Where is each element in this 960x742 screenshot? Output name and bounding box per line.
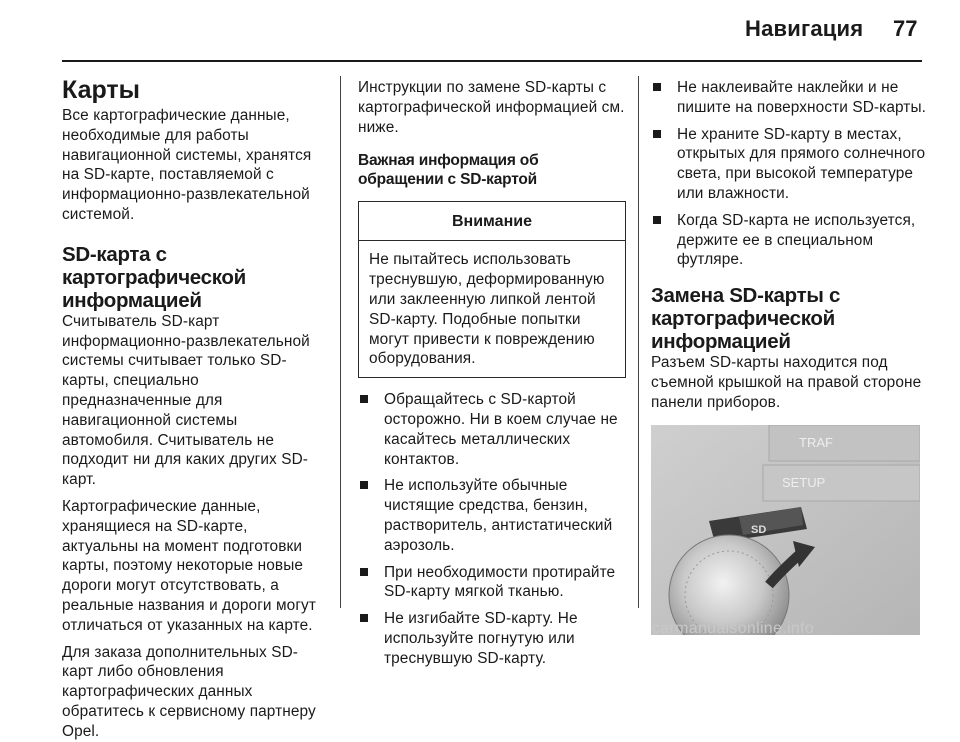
column-right xyxy=(651,78,926,635)
caution-box xyxy=(358,201,626,378)
bullet-icon xyxy=(653,83,661,91)
column-divider xyxy=(638,76,639,608)
paragraph: Для заказа дополнительных SD-карт либо обновления картографических данных обратитесь к сервисному партнеру Opel. xyxy=(62,643,316,740)
handling-list-continued xyxy=(651,78,926,270)
watermark: carmanualsonline.info xyxy=(652,620,814,637)
bullet-icon xyxy=(360,395,368,403)
column-divider xyxy=(340,76,341,608)
handling-list xyxy=(358,390,626,668)
list-item-text: Когда SD-карта не используется, держите ее в специальном футляре. xyxy=(677,211,916,269)
sd-card-heading: SD-карта с картографической информацией xyxy=(62,242,246,312)
bullet-icon xyxy=(653,130,661,138)
paragraph: Считыватель SD-карт информационно-развлекательной системы считывает только SD-карты, специально предназначенные для навигационной системы автомобиля. Считыватель не подходит ни для каких других SD-карт. xyxy=(62,312,310,489)
list-item xyxy=(358,476,626,555)
list-item-text: Не храните SD-карту в местах, открытых для прямого солнечного света, при высокой температуре или влажности. xyxy=(677,125,926,202)
paragraph: Разъем SD-карты находится под съемной крышкой на правой стороне панели приборов. xyxy=(651,354,922,411)
column-middle xyxy=(358,78,626,669)
sd-cover-label: SD xyxy=(751,523,767,536)
list-item xyxy=(358,609,626,668)
handling-heading: Важная информация об обращении с SD-картой xyxy=(358,152,539,189)
traf-button-label: TRAF xyxy=(799,434,833,450)
header-title: Навигация xyxy=(745,16,864,41)
sd-slot-illustration xyxy=(651,425,920,635)
bullet-icon xyxy=(360,614,368,622)
replacement-heading: Замена SD-карты с картографической информацией xyxy=(651,284,841,354)
list-item-text: При необходимости протирайте SD-карту мягкой тканью. xyxy=(384,563,616,601)
bullet-icon xyxy=(360,481,368,489)
list-item-text: Обращайтесь с SD-картой осторожно. Ни в коем случае не касайтесь металлических контактов. xyxy=(384,391,618,468)
section-title: Карты xyxy=(62,76,141,104)
list-item xyxy=(651,211,926,270)
setup-button-label: SETUP xyxy=(782,474,826,490)
caution-title: Внимание xyxy=(359,202,625,241)
bullet-icon xyxy=(360,568,368,576)
paragraph: Картографические данные, хранящиеся на SD-карте, актуальны на момент подготовки карты, поэтому некоторые новые дороги могут отсутствовать, а реальные названия и дороги могут отличаться от указанных на карте. xyxy=(62,497,317,634)
intro-paragraph: Все картографические данные, необходимые для работы навигационной системы, хранятся на SD-карте, поставляемой с информационно-развлекательной системой. xyxy=(62,107,312,223)
list-item xyxy=(358,563,626,603)
header-rule xyxy=(62,60,922,62)
list-item xyxy=(651,78,926,118)
caution-text: Не пытайтесь использовать треснувшую, деформированную или заклеенную липкой лентой SD-карту. Подобные попытки могут привести к повреждению оборудования. xyxy=(369,251,605,368)
list-item-text: Не используйте обычные чистящие средства, бензин, растворитель, антистатический аэрозоль. xyxy=(384,477,613,554)
list-item-text: Не изгибайте SD-карту. Не используйте погнутую или треснувшую SD-карту. xyxy=(384,610,578,667)
sd-slot-photo xyxy=(651,425,920,635)
bullet-icon xyxy=(653,216,661,224)
paragraph: Инструкции по замене SD-карты с картографической информацией см. ниже. xyxy=(358,79,625,136)
page-number: 77 xyxy=(893,16,918,41)
list-item-text: Не наклеивайте наклейки и не пишите на поверхности SD-карты. xyxy=(677,79,926,116)
list-item xyxy=(358,390,626,469)
list-item xyxy=(651,125,926,204)
